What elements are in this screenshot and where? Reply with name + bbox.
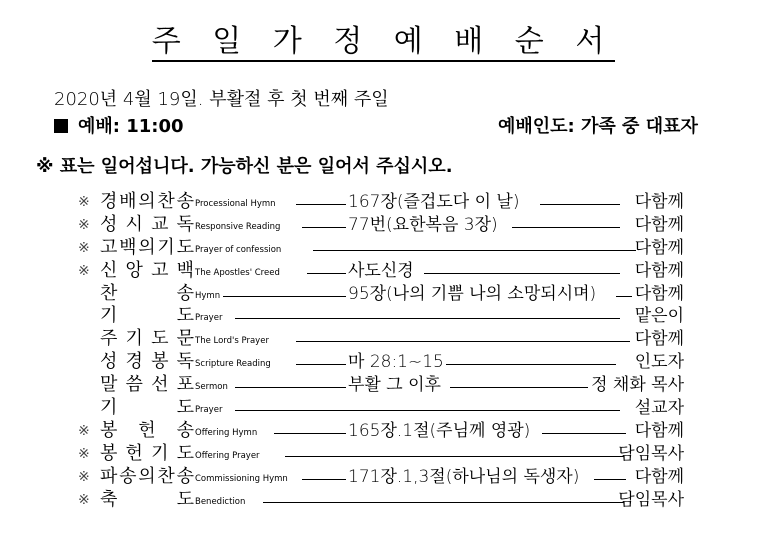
standing-mark: ※	[78, 468, 90, 485]
worship-leader: 예배인도: 가족 중 대표자	[498, 116, 698, 137]
leader-line	[446, 364, 616, 365]
item-content: 95장(나의 기쁨 나의 소망되시며)	[348, 283, 597, 304]
leader-line	[274, 433, 346, 434]
order-item	[74, 397, 684, 420]
leader-line	[296, 341, 630, 342]
item-english-name: Prayer	[195, 405, 223, 416]
item-person: 다함께	[634, 237, 684, 258]
leader-line	[450, 387, 588, 388]
leader-line	[540, 204, 620, 205]
item-person: 다함께	[634, 283, 684, 304]
item-name: 경 배 의 찬 송	[100, 191, 194, 212]
page-title: 주 일 가 정 예 배 순 서	[0, 16, 767, 60]
item-person: 다함께	[634, 260, 684, 281]
standing-mark: ※	[78, 262, 90, 279]
order-item	[74, 237, 684, 260]
item-english-name: The Lord's Prayer	[195, 336, 269, 347]
standing-mark: ※	[78, 194, 90, 210]
item-english-name: Prayer of confession	[195, 244, 282, 255]
item-person: 담임목사	[618, 443, 684, 464]
item-name: 축 도	[100, 488, 194, 510]
leader-line	[542, 433, 626, 434]
item-english-name: Sermon	[195, 382, 228, 393]
leader-line	[616, 296, 632, 297]
standing-mark: ※	[78, 491, 90, 508]
leader-line	[307, 273, 346, 274]
item-english-name: Responsive Reading	[195, 221, 281, 232]
item-name: 파 송 의 찬 송	[100, 465, 194, 487]
item-english-name: Offering Prayer	[195, 450, 260, 461]
item-name: 봉 헌 기 도	[100, 442, 194, 464]
item-person: 맡은이	[634, 306, 684, 327]
item-person: 인도자	[634, 352, 684, 373]
item-content: 171장.1,3절(하나님의 독생자)	[348, 466, 580, 487]
leader-line	[313, 250, 636, 251]
leader-line	[235, 410, 620, 411]
item-name: 고 백 의 기 도	[100, 236, 194, 258]
item-english-name: Commissioning Hymn	[195, 473, 288, 484]
item-content: 사도신경	[348, 260, 414, 281]
standing-mark: ※	[78, 239, 90, 256]
item-english-name: Prayer	[195, 313, 223, 324]
item-english-name: Processional Hymn	[195, 199, 276, 209]
item-english-name: The Apostles' Creed	[195, 267, 280, 278]
leader-line	[296, 204, 346, 205]
date-line: 2020년 4월 19일. 부활절 후 첫 번째 주일	[54, 89, 389, 110]
leader-line	[235, 387, 346, 388]
order-item	[74, 466, 684, 489]
item-person: 다함께	[634, 329, 684, 350]
order-item	[74, 351, 684, 374]
item-english-name: Benediction	[195, 496, 246, 507]
item-name: 주 기 도 문	[100, 328, 194, 350]
order-item	[74, 214, 684, 237]
order-item	[74, 374, 684, 397]
leader-line	[223, 296, 346, 297]
item-name: 기 도	[100, 305, 194, 327]
item-person: 다함께	[634, 420, 684, 441]
leader-line	[296, 364, 346, 365]
item-name: 성 경 봉 독	[100, 351, 194, 373]
service-time: 예배: 11:00	[54, 112, 184, 138]
item-person: 다함께	[634, 466, 684, 487]
item-content: 77번(요한복음 3장)	[348, 214, 498, 235]
standing-mark: ※	[78, 422, 90, 439]
item-person: 정 채화 목사	[591, 375, 684, 396]
item-english-name: Scripture Reading	[195, 359, 271, 370]
order-item	[74, 260, 684, 283]
square-bullet-icon	[54, 119, 68, 133]
order-item	[74, 191, 684, 214]
item-person: 설교자	[634, 398, 684, 419]
leader-line	[302, 479, 346, 480]
standing-mark: ※	[78, 445, 90, 462]
leader-line	[302, 227, 346, 228]
leader-line	[424, 273, 620, 274]
leader-line	[285, 456, 624, 457]
item-name: 신 앙 고 백	[100, 259, 194, 281]
leader-line	[594, 479, 626, 480]
leader-line	[263, 502, 624, 503]
item-name: 봉 헌 송	[100, 419, 194, 441]
item-content: 부활 그 이후	[348, 375, 441, 396]
item-content: 마 28:1~15	[348, 352, 444, 373]
item-english-name: Hymn	[195, 290, 221, 301]
order-item	[74, 305, 684, 328]
standing-notice: ※ 표는 일어섭니다. 가능하신 분은 일어서 주십시오.	[36, 156, 453, 177]
order-of-service	[74, 191, 684, 511]
leader-line	[512, 227, 620, 228]
standing-mark: ※	[78, 216, 90, 233]
item-person: 담임목사	[618, 489, 684, 510]
item-name: 기 도	[100, 397, 194, 419]
item-english-name: Offering Hymn	[195, 427, 258, 438]
item-name: 말 씀 선 포	[100, 374, 194, 396]
order-item	[74, 489, 684, 512]
order-item	[74, 328, 684, 351]
item-content: 167장(즐겁도다 이 날)	[348, 192, 520, 212]
item-content: 165장.1절(주님께 영광)	[348, 420, 531, 441]
order-item	[74, 283, 684, 306]
item-name: 찬 송	[100, 282, 194, 304]
leader-line	[235, 318, 620, 319]
item-name: 성 시 교 독	[100, 213, 194, 235]
order-item	[74, 420, 684, 443]
item-person: 다함께	[634, 214, 684, 235]
item-person: 다함께	[634, 192, 684, 212]
order-item	[74, 443, 684, 466]
